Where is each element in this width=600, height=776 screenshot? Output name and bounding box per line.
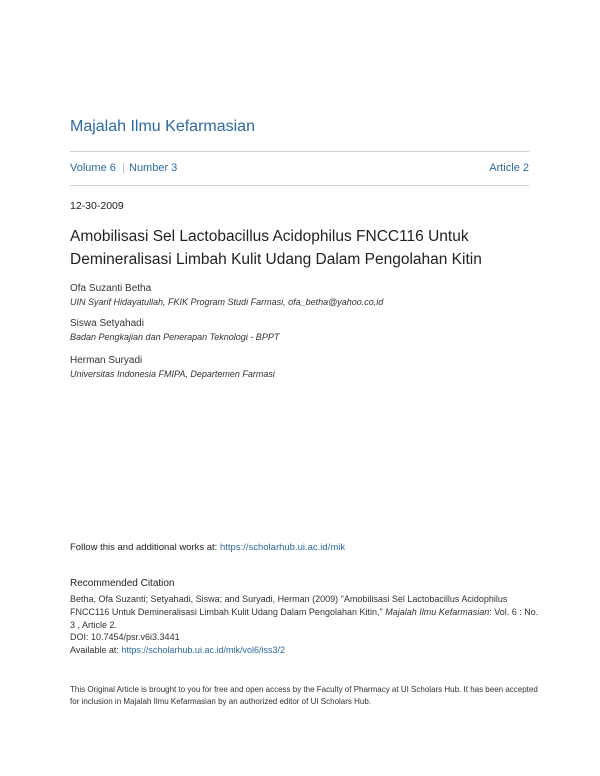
number-link[interactable]: Number 3 — [129, 162, 178, 174]
author-name: Siswa Setyahadi — [70, 318, 144, 329]
footer-note: This Original Article is brought to you for free and open access by the Faculty of Pharmacy at UI Scholars Hub. It has been accepted for inclusion in Majalah Ilmu Kefarmasian by an authorized editor of UI Scholars Hub. — [70, 685, 538, 706]
available-line — [70, 645, 285, 655]
author-affiliation: Universitas Indonesia FMIPA, Departemen Farmasi — [70, 369, 275, 379]
citation-doi: DOI: 10.7454/psr.v6i3.3441 — [70, 632, 180, 642]
citation-text — [70, 593, 540, 632]
divider — [70, 185, 529, 186]
article-link[interactable]: Article 2 — [489, 162, 529, 174]
divider — [70, 151, 529, 152]
citation-body: Betha, Ofa Suzanti; Setyahadi, Siswa; and Suryadi, Herman (2009) "Amobilisasi Sel Lactobacillus Acidophilus FNCC116 Untuk Demineralisasi Limbah Kulit Udang Dalam Pengolahan Kitin," — [70, 594, 508, 617]
author-name: Herman Suryadi — [70, 355, 143, 366]
citation-tail: : Vol. 6 : No. 3 , Article 2. — [70, 607, 539, 630]
follow-link[interactable]: https://scholarhub.ui.ac.id/mik — [219, 542, 346, 553]
volume-link[interactable]: Volume 6 — [70, 162, 116, 174]
author-affiliation: UIN Syarif Hidayatullah, FKIK Program Studi Farmasi, ofa_betha@yahoo.co.id — [70, 297, 384, 307]
available-link[interactable]: https://scholarhub.ui.ac.id/mik/vol6/iss3/2 — [121, 645, 285, 655]
follow-line — [70, 542, 345, 553]
citation-journal: Majalah Ilmu Kefarmasian — [385, 607, 490, 617]
author-affiliation: Badan Pengkajian dan Penerapan Teknologi - BPPT — [70, 332, 280, 342]
follow-text: Follow this and additional works at: — [70, 542, 218, 553]
author-name: Ofa Suzanti Betha — [70, 283, 152, 294]
meta-separator: | — [122, 162, 125, 174]
available-label: Available at: — [70, 645, 119, 655]
publication-date: 12-30-2009 — [70, 200, 124, 212]
journal-title[interactable]: Majalah Ilmu Kefarmasian — [70, 118, 255, 135]
recommended-citation-heading: Recommended Citation — [70, 578, 175, 589]
article-title: Amobilisasi Sel Lactobacillus Acidophilus FNCC116 Untuk Demineralisasi Limbah Kulit Udang Dalam Pengolahan Kitin — [70, 228, 482, 268]
